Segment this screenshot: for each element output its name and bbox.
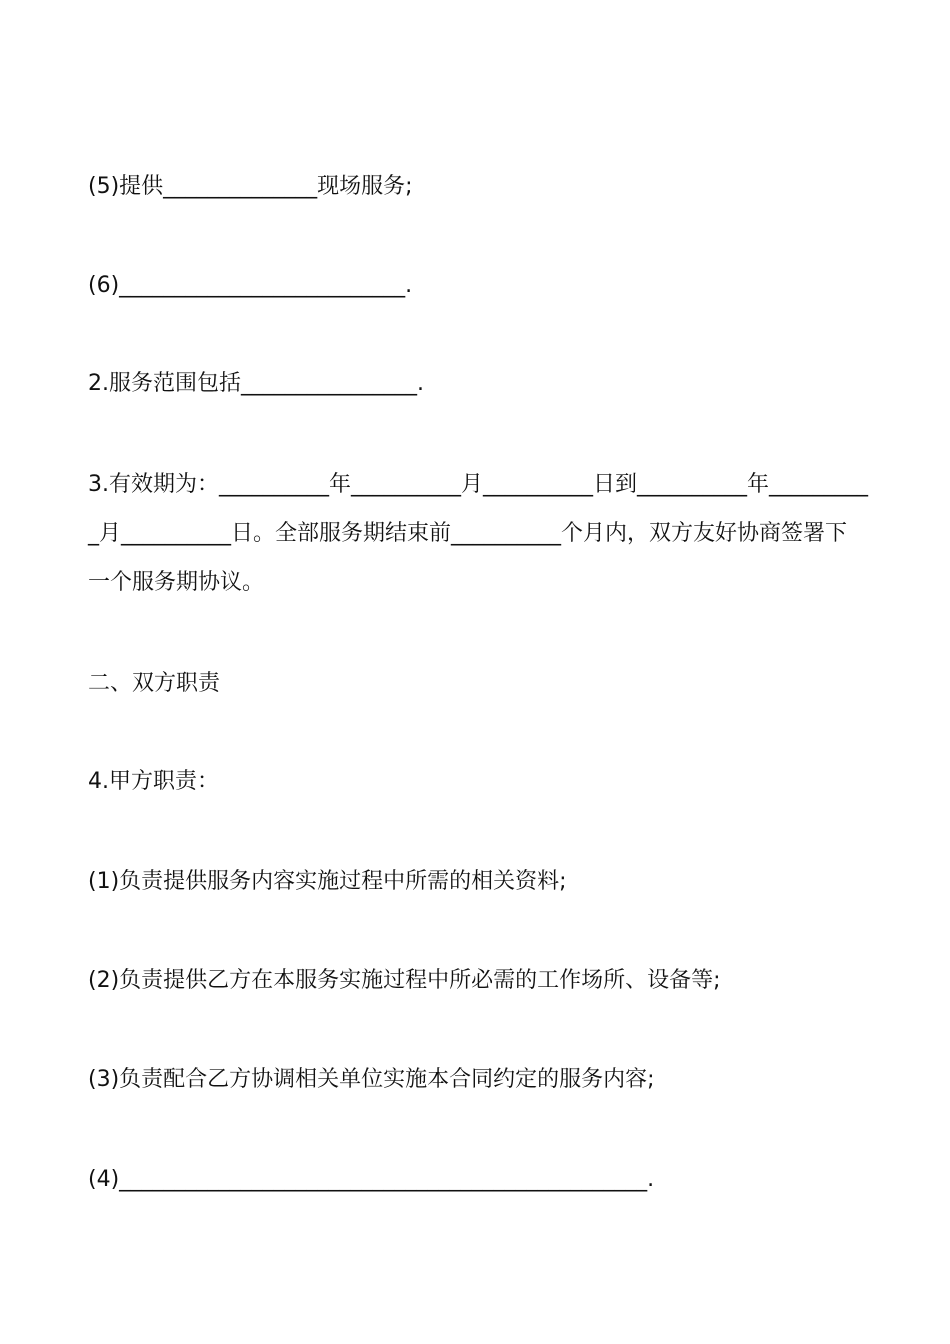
clause-service-scope: 2.服务范围包括________________. <box>88 371 424 396</box>
section-heading-responsibilities: 二、双方职责 <box>88 671 221 696</box>
clause-party-a-duties: 4.甲方职责： <box>88 769 219 794</box>
clause-item-5: (5)提供______________现场服务; <box>88 174 413 199</box>
duty-item-2: (2)负责提供乙方在本服务实施过程中所必需的工作场所、设备等; <box>88 968 721 993</box>
duty-item-4: (4)________________________________________________. <box>88 1167 655 1192</box>
clause-validity-period: 3.有效期为：__________年__________月__________日到__________年__________月__________日。全部服务期结束前__________个月内，双方友好协商签署下一个服务期协议。 <box>88 472 868 595</box>
duty-item-3: (3)负责配合乙方协调相关单位实施本合同约定的服务内容; <box>88 1067 655 1092</box>
duty-item-1: (1)负责提供服务内容实施过程中所需的相关资料; <box>88 869 567 894</box>
clause-item-6: (6)__________________________. <box>88 273 413 298</box>
document-page <box>88 0 868 1344</box>
